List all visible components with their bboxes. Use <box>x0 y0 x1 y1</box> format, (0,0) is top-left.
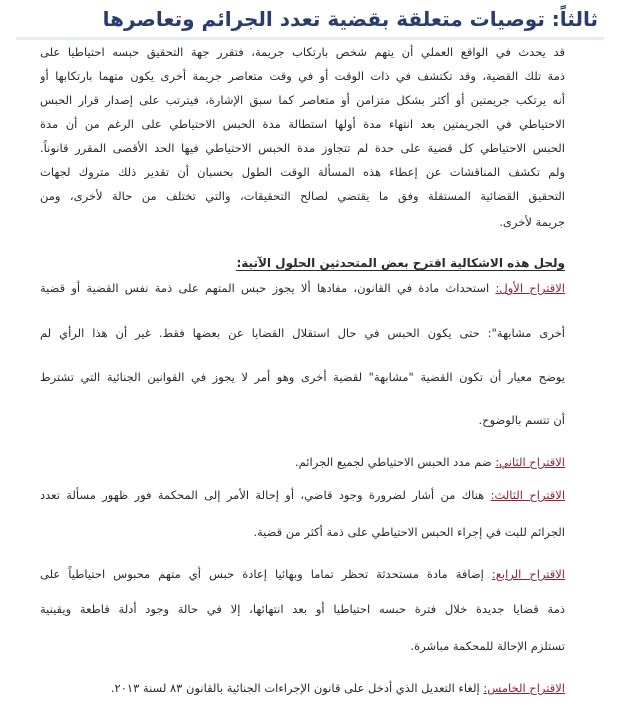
proposal-3-line <box>40 524 565 540</box>
intro-line: قد يحدث في الواقع العملي أن يتهم شخص بارتكاب جريمة، فتقرر جهة التحقيق حبسه احتياطيا على <box>40 45 565 59</box>
proposal-text: إلغاء التعديل الذي أدخل على قانون الإجراءات الجنائية بالقانون ٨٣ لسنة ٢٠١٣. <box>110 681 480 695</box>
proposal-text: هناك من أشار لضرورة وجود قاضي، أو إحالة الأمر إلى المحكمة فور ظهور مسألة تعدد <box>40 488 485 502</box>
proposal-text: استحداث مادة في القانون، مفادها ألا يجوز حبس المتهم على ذمة نفس القضية أو قضية <box>40 281 490 295</box>
proposal-text: ذمة قضايا جديدة خلال فترة حبسه احتياطيا أو بعد انتهائها، إلا في حالة وجود أدلة قاطعة ويقينية <box>40 602 565 616</box>
intro-line: جريمة لأخرى. <box>499 215 565 229</box>
proposal-label: الاقتراح الرابع: <box>491 567 565 581</box>
proposal-1-line <box>40 412 565 428</box>
intro-line: أنه يرتكب جريمتين أو أكثر بشكل متزامن أو متعاصر كما سبق الإشارة، فيترتب على إصدار قرار الحبس <box>40 93 565 107</box>
proposal-4 <box>40 566 565 582</box>
proposal-text: ضم مدد الحبس الاحتياطي لجميع الجرائم. <box>295 455 492 469</box>
solutions-subheading-text: ولحل هذه الاشكالية اقترح بعض المتحدثين الحلول الآتية: <box>236 256 565 270</box>
intro-line: ذمة تلك القضية، وقد تكتشف في ذات الوقت أو في وقت متعاصر جريمة أخرى يكون متهما بارتكابها أو <box>40 69 565 83</box>
intro-line: ولم تكشف المناقشات عن إعطاء هذه المسألة الوقت الطول بحسبان أن تقدير ذلك متروك لجهات <box>40 165 565 179</box>
proposal-1 <box>40 280 565 296</box>
proposal-4-line <box>40 601 565 617</box>
proposal-text: إضافة مادة مستحدثة تحظر تماما وبهائيا إعادة حبس أي متهم محبوس احتياطياً على <box>40 567 484 581</box>
proposal-text: يوضح معيار أن تكون القضية "مشابهة" لقضية أخرى وهو أمر لا يجوز في القوانين الجنائية التي تشترط <box>40 370 565 384</box>
proposal-text: أن تتسم بالوضوح. <box>478 413 565 427</box>
heading-rule <box>16 37 604 40</box>
proposal-label: الاقتراح الأول: <box>495 281 565 295</box>
proposal-5 <box>40 680 565 696</box>
proposal-4-line <box>40 638 565 654</box>
proposal-text: تستلزم الإحالة للمحكمة مباشرة. <box>410 639 565 653</box>
proposal-label: الاقتراح الثاني: <box>495 455 565 469</box>
solutions-subheading <box>40 255 565 271</box>
intro-line: التحقيق القضائية المستقلة وفق ما يقتضي لصالح التحقيقات، والتي تختلف من حالة لأخرى، ومن <box>40 189 565 203</box>
proposal-text: الجرائم للبت في إجراء الحبس الاحتياطي على ذمة أكثر من قضية. <box>253 525 565 539</box>
intro-line: الحبس الاحتياطي كل قضية على حدة لم تتجاوز مدة الحبس الاحتياطي فيها الحد الأقصى المقرر قانوناً. <box>40 141 565 155</box>
proposal-3 <box>40 487 565 503</box>
section-heading-block <box>16 4 604 40</box>
intro-line: الاحتياطي في الجريمتين بعد انتهاء مدة أولها استطالة مدة الحبس الاحتياطي على الرغم من أن مدة <box>40 117 565 131</box>
section-heading: ثالثاً: توصيات متعلقة بقضية تعدد الجرائم وتعاصرها <box>102 7 598 31</box>
proposal-text: أخرى مشابهة": حتى يكون الحبس في حال استقلال القضايا عن بعضها فقط. غير أن هذا الرأي لم <box>40 326 565 340</box>
proposal-2 <box>40 454 565 470</box>
proposal-label: الاقتراح الخامس: <box>483 681 565 695</box>
proposal-1-line <box>40 325 565 341</box>
proposal-label: الاقتراح الثالث: <box>490 488 565 502</box>
proposal-1-line <box>40 369 565 385</box>
